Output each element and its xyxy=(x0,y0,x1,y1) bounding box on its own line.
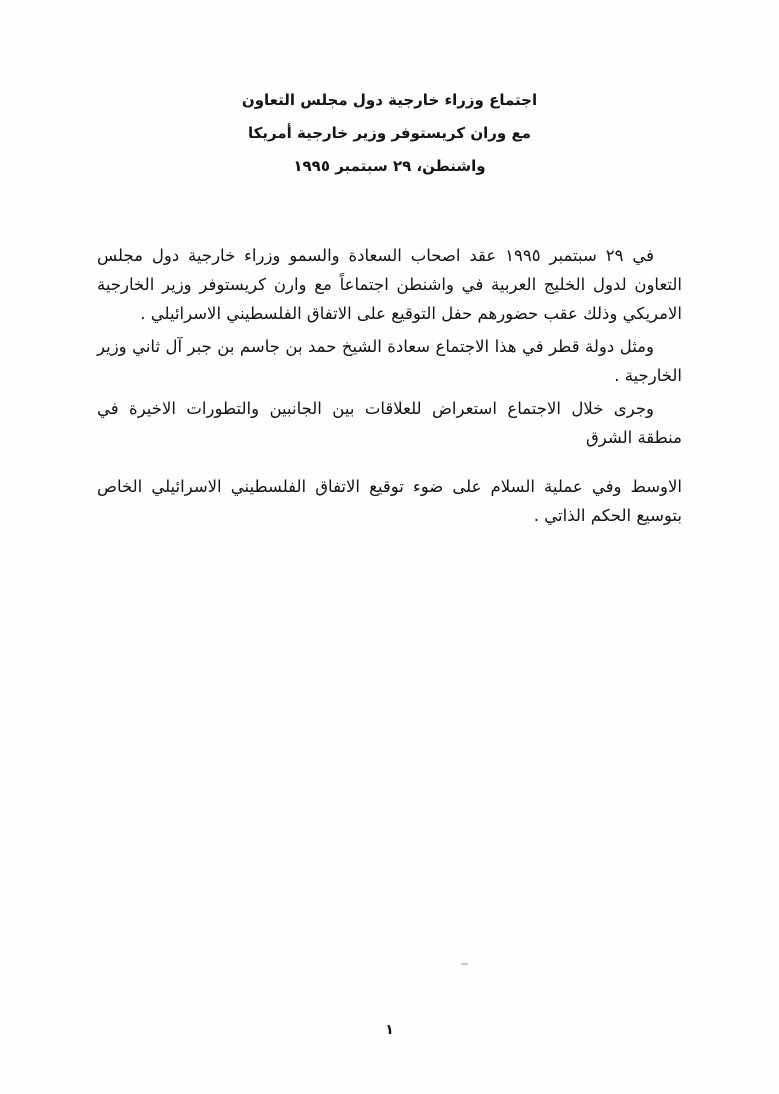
title-line-2: مع وران كريستوفر وزير خارجية أمريكا xyxy=(248,124,531,142)
scan-artifact xyxy=(461,963,468,965)
document-body xyxy=(97,241,682,530)
body-paragraph-2: ومثل دولة قطر في هذا الاجتماع سعادة الشيخ حمد بن جاسم بن جبر آل ثاني وزير الخارجية . xyxy=(97,337,682,385)
page-number: ١ xyxy=(385,1022,394,1038)
body-paragraph-4: الاوسط وفي عملية السلام على ضوء توقيع الاتفاق الفلسطيني الاسرائيلي الخاص بتوسيع الحكم الذاتي . xyxy=(97,477,682,525)
document-title xyxy=(0,84,779,183)
title-line-3: واشنطن، ٢٩ سبتمبر ١٩٩٥ xyxy=(293,157,486,175)
body-paragraph-1: في ٢٩ سبتمبر ١٩٩٥ عقد اصحاب السعادة والسمو وزراء خارجية دول مجلس التعاون لدول الخليج العربية في واشنطن اجتماعاً مع وارن كريستوفر وزير الخارجية الامريكي وذلك عقب حضورهم حفل التوقيع على الاتفاق الفلسطيني الاسرائيلي . xyxy=(97,246,682,323)
title-line-1: اجتماع وزراء خارجية دول مجلس التعاون xyxy=(241,91,538,109)
body-paragraph-3: وجرى خلال الاجتماع استعراض للعلاقات بين الجانبين والتطورات الاخيرة في منطقة الشرق xyxy=(97,399,682,447)
